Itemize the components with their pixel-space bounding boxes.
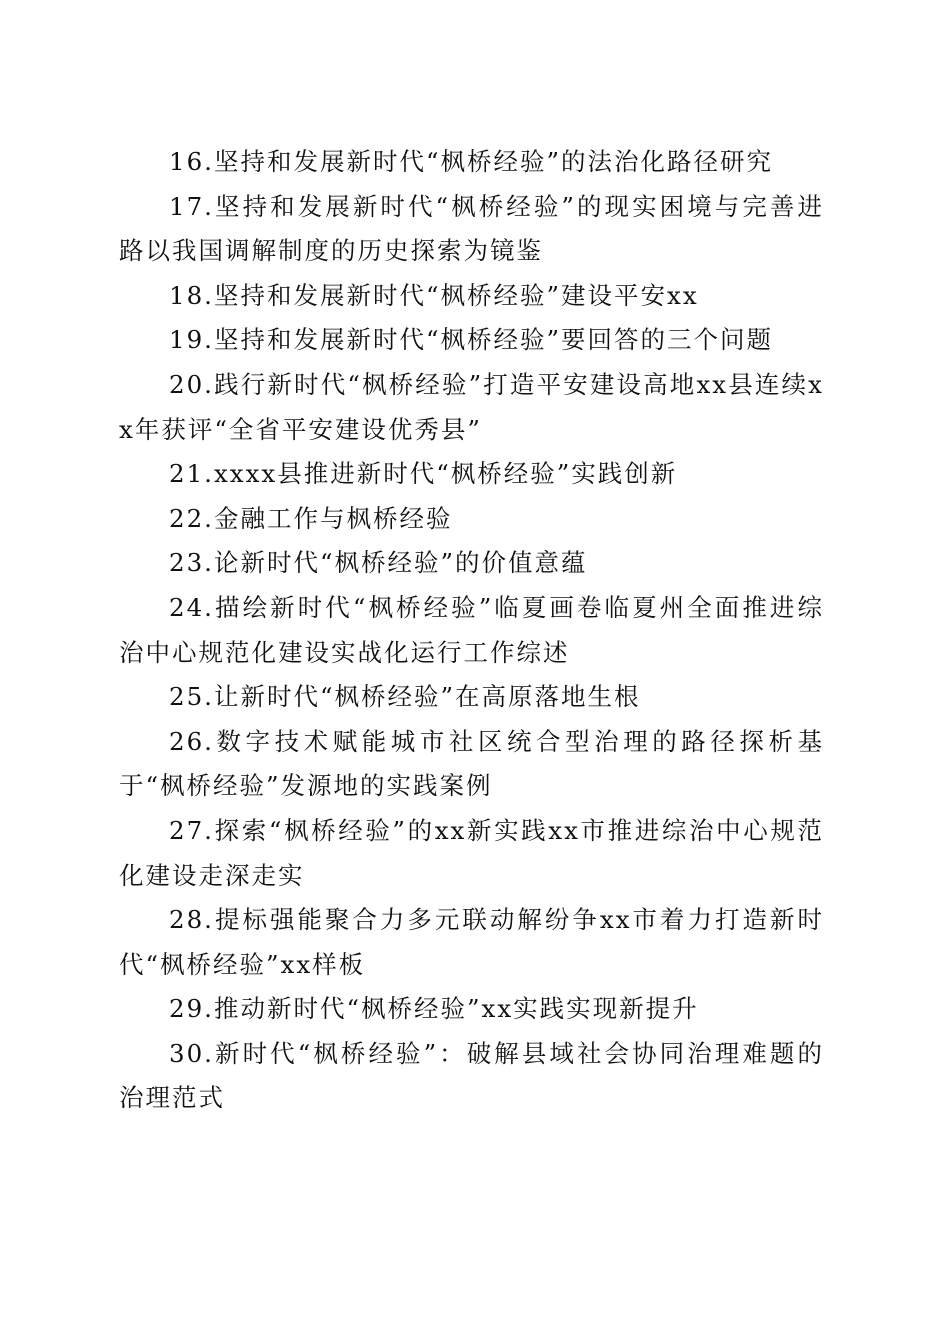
- list-item: 20.践行新时代“枫桥经验”打造平安建设高地xx县连续xx年获评“全省平安建设优秀县”: [119, 369, 824, 444]
- list-item: 26.数字技术赋能城市社区统合型治理的路径探析基于“枫桥经验”发源地的实践案例: [119, 726, 824, 801]
- list-item: 19.坚持和发展新时代“枫桥经验”要回答的三个问题: [169, 325, 774, 355]
- list-item: 17.坚持和发展新时代“枫桥经验”的现实困境与完善进路以我国调解制度的历史探索为镜鉴: [119, 191, 824, 266]
- list-item: 22.金融工作与枫桥经验: [169, 503, 453, 533]
- list-item: 16.坚持和发展新时代“枫桥经验”的法治化路径研究: [169, 147, 774, 176]
- list-item: 21.xxxx县推进新时代“枫桥经验”实践创新: [169, 459, 678, 489]
- list-item: 30.新时代“枫桥经验”：破解县域社会协同治理难题的治理范式: [119, 1038, 824, 1113]
- title-list: [119, 140, 824, 1121]
- list-item: 29.推动新时代“枫桥经验”xx实践实现新提升: [169, 994, 699, 1024]
- list-item: 28.提标强能聚合力多元联动解纷争xx市着力打造新时代“枫桥经验”xx样板: [119, 905, 824, 979]
- list-item: 18.坚持和发展新时代“枫桥经验”建设平安xx: [169, 280, 699, 310]
- list-item: 25.让新时代“枫桥经验”在高原落地生根: [169, 682, 641, 712]
- list-item: 23.论新时代“枫桥经验”的价值意蕴: [169, 548, 588, 578]
- list-item: 27.探索“枫桥经验”的xx新实践xx市推进综治中心规范化建设走深走实: [119, 815, 824, 890]
- list-item: 24.描绘新时代“枫桥经验”临夏画卷临夏州全面推进综治中心规范化建设实战化运行工作综述: [119, 592, 824, 667]
